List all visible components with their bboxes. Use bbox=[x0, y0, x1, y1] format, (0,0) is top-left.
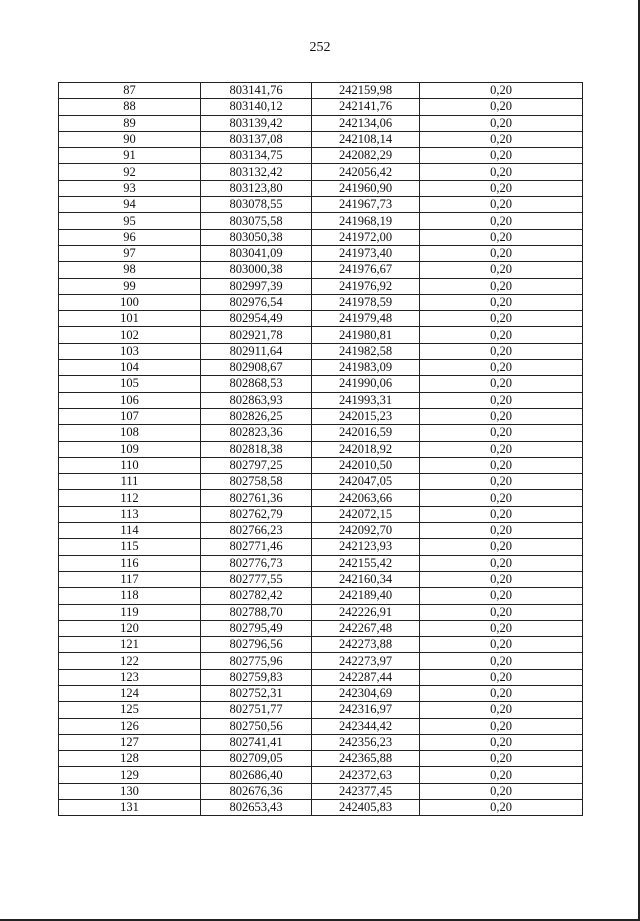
x-coordinate-cell: 802752,31 bbox=[201, 685, 312, 701]
accuracy-cell: 0,20 bbox=[420, 653, 583, 669]
point-number-cell: 117 bbox=[59, 571, 201, 587]
accuracy-cell: 0,20 bbox=[420, 392, 583, 408]
accuracy-cell: 0,20 bbox=[420, 327, 583, 343]
y-coordinate-cell: 242226,91 bbox=[312, 604, 420, 620]
y-coordinate-cell: 242356,23 bbox=[312, 734, 420, 750]
x-coordinate-cell: 802976,54 bbox=[201, 294, 312, 310]
y-coordinate-cell: 242372,63 bbox=[312, 767, 420, 783]
table-row bbox=[59, 131, 583, 147]
table-row bbox=[59, 523, 583, 539]
point-number-cell: 104 bbox=[59, 360, 201, 376]
accuracy-cell: 0,20 bbox=[420, 213, 583, 229]
point-number-cell: 90 bbox=[59, 131, 201, 147]
y-coordinate-cell: 242155,42 bbox=[312, 555, 420, 571]
x-coordinate-cell: 802782,42 bbox=[201, 588, 312, 604]
table-row bbox=[59, 311, 583, 327]
y-coordinate-cell: 241993,31 bbox=[312, 392, 420, 408]
x-coordinate-cell: 802788,70 bbox=[201, 604, 312, 620]
point-number-cell: 119 bbox=[59, 604, 201, 620]
y-coordinate-cell: 242134,06 bbox=[312, 115, 420, 131]
point-number-cell: 102 bbox=[59, 327, 201, 343]
point-number-cell: 120 bbox=[59, 620, 201, 636]
accuracy-cell: 0,20 bbox=[420, 441, 583, 457]
point-number-cell: 92 bbox=[59, 164, 201, 180]
point-number-cell: 112 bbox=[59, 490, 201, 506]
point-number-cell: 98 bbox=[59, 262, 201, 278]
y-coordinate-cell: 242273,88 bbox=[312, 637, 420, 653]
table-row bbox=[59, 588, 583, 604]
table-row bbox=[59, 343, 583, 359]
x-coordinate-cell: 802686,40 bbox=[201, 767, 312, 783]
y-coordinate-cell: 242141,76 bbox=[312, 99, 420, 115]
accuracy-cell: 0,20 bbox=[420, 588, 583, 604]
point-number-cell: 130 bbox=[59, 783, 201, 799]
y-coordinate-cell: 241982,58 bbox=[312, 343, 420, 359]
y-coordinate-cell: 242160,34 bbox=[312, 571, 420, 587]
accuracy-cell: 0,20 bbox=[420, 131, 583, 147]
point-number-cell: 127 bbox=[59, 734, 201, 750]
accuracy-cell: 0,20 bbox=[420, 490, 583, 506]
y-coordinate-cell: 241976,92 bbox=[312, 278, 420, 294]
x-coordinate-cell: 802775,96 bbox=[201, 653, 312, 669]
table-row bbox=[59, 718, 583, 734]
table-row bbox=[59, 213, 583, 229]
table-row bbox=[59, 457, 583, 473]
x-coordinate-cell: 802818,38 bbox=[201, 441, 312, 457]
y-coordinate-cell: 242092,70 bbox=[312, 523, 420, 539]
table-row bbox=[59, 620, 583, 636]
point-number-cell: 97 bbox=[59, 245, 201, 261]
table-row bbox=[59, 115, 583, 131]
table-row bbox=[59, 539, 583, 555]
accuracy-cell: 0,20 bbox=[420, 800, 583, 816]
x-coordinate-cell: 802761,36 bbox=[201, 490, 312, 506]
x-coordinate-cell: 803078,55 bbox=[201, 197, 312, 213]
table-row bbox=[59, 245, 583, 261]
y-coordinate-cell: 241983,09 bbox=[312, 360, 420, 376]
y-coordinate-cell: 242405,83 bbox=[312, 800, 420, 816]
y-coordinate-cell: 242016,59 bbox=[312, 425, 420, 441]
point-number-cell: 95 bbox=[59, 213, 201, 229]
y-coordinate-cell: 242273,97 bbox=[312, 653, 420, 669]
accuracy-cell: 0,20 bbox=[420, 506, 583, 522]
table-row bbox=[59, 702, 583, 718]
accuracy-cell: 0,20 bbox=[420, 539, 583, 555]
x-coordinate-cell: 803140,12 bbox=[201, 99, 312, 115]
x-coordinate-cell: 803137,08 bbox=[201, 131, 312, 147]
x-coordinate-cell: 802776,73 bbox=[201, 555, 312, 571]
y-coordinate-cell: 241960,90 bbox=[312, 180, 420, 196]
table-row bbox=[59, 685, 583, 701]
point-number-cell: 93 bbox=[59, 180, 201, 196]
accuracy-cell: 0,20 bbox=[420, 669, 583, 685]
y-coordinate-cell: 241967,73 bbox=[312, 197, 420, 213]
x-coordinate-cell: 802741,41 bbox=[201, 734, 312, 750]
y-coordinate-cell: 242287,44 bbox=[312, 669, 420, 685]
x-coordinate-cell: 803050,38 bbox=[201, 229, 312, 245]
x-coordinate-cell: 803141,76 bbox=[201, 83, 312, 99]
accuracy-cell: 0,20 bbox=[420, 278, 583, 294]
table-row bbox=[59, 555, 583, 571]
point-number-cell: 124 bbox=[59, 685, 201, 701]
x-coordinate-cell: 803123,80 bbox=[201, 180, 312, 196]
accuracy-cell: 0,20 bbox=[420, 685, 583, 701]
y-coordinate-cell: 242189,40 bbox=[312, 588, 420, 604]
point-number-cell: 89 bbox=[59, 115, 201, 131]
table-row bbox=[59, 474, 583, 490]
table-row bbox=[59, 180, 583, 196]
table-row bbox=[59, 490, 583, 506]
accuracy-cell: 0,20 bbox=[420, 604, 583, 620]
x-coordinate-cell: 803134,75 bbox=[201, 148, 312, 164]
accuracy-cell: 0,20 bbox=[420, 457, 583, 473]
table-row bbox=[59, 294, 583, 310]
x-coordinate-cell: 802759,83 bbox=[201, 669, 312, 685]
y-coordinate-cell: 242123,93 bbox=[312, 539, 420, 555]
y-coordinate-cell: 241978,59 bbox=[312, 294, 420, 310]
point-number-cell: 118 bbox=[59, 588, 201, 604]
y-coordinate-cell: 241979,48 bbox=[312, 311, 420, 327]
table-row bbox=[59, 164, 583, 180]
accuracy-cell: 0,20 bbox=[420, 555, 583, 571]
y-coordinate-cell: 242018,92 bbox=[312, 441, 420, 457]
table-row bbox=[59, 425, 583, 441]
x-coordinate-cell: 802997,39 bbox=[201, 278, 312, 294]
accuracy-cell: 0,20 bbox=[420, 148, 583, 164]
table-row bbox=[59, 229, 583, 245]
point-number-cell: 128 bbox=[59, 751, 201, 767]
x-coordinate-cell: 803041,09 bbox=[201, 245, 312, 261]
point-number-cell: 121 bbox=[59, 637, 201, 653]
x-coordinate-cell: 802709,05 bbox=[201, 751, 312, 767]
x-coordinate-cell: 802863,93 bbox=[201, 392, 312, 408]
x-coordinate-cell: 802954,49 bbox=[201, 311, 312, 327]
accuracy-cell: 0,20 bbox=[420, 197, 583, 213]
x-coordinate-cell: 802751,77 bbox=[201, 702, 312, 718]
table-row bbox=[59, 197, 583, 213]
point-number-cell: 123 bbox=[59, 669, 201, 685]
page-number: 252 bbox=[309, 40, 331, 55]
x-coordinate-cell: 802750,56 bbox=[201, 718, 312, 734]
table-row bbox=[59, 637, 583, 653]
point-number-cell: 100 bbox=[59, 294, 201, 310]
accuracy-cell: 0,20 bbox=[420, 376, 583, 392]
accuracy-cell: 0,20 bbox=[420, 408, 583, 424]
y-coordinate-cell: 241990,06 bbox=[312, 376, 420, 392]
table-row bbox=[59, 148, 583, 164]
point-number-cell: 88 bbox=[59, 99, 201, 115]
accuracy-cell: 0,20 bbox=[420, 523, 583, 539]
x-coordinate-cell: 803139,42 bbox=[201, 115, 312, 131]
x-coordinate-cell: 802796,56 bbox=[201, 637, 312, 653]
point-number-cell: 122 bbox=[59, 653, 201, 669]
accuracy-cell: 0,20 bbox=[420, 99, 583, 115]
point-number-cell: 111 bbox=[59, 474, 201, 490]
y-coordinate-cell: 242072,15 bbox=[312, 506, 420, 522]
table-row bbox=[59, 604, 583, 620]
point-number-cell: 94 bbox=[59, 197, 201, 213]
point-number-cell: 103 bbox=[59, 343, 201, 359]
y-coordinate-cell: 242304,69 bbox=[312, 685, 420, 701]
table-row bbox=[59, 99, 583, 115]
y-coordinate-cell: 242015,23 bbox=[312, 408, 420, 424]
point-number-cell: 87 bbox=[59, 83, 201, 99]
accuracy-cell: 0,20 bbox=[420, 294, 583, 310]
x-coordinate-cell: 802795,49 bbox=[201, 620, 312, 636]
x-coordinate-cell: 803075,58 bbox=[201, 213, 312, 229]
x-coordinate-cell: 802868,53 bbox=[201, 376, 312, 392]
table-row bbox=[59, 327, 583, 343]
table-row bbox=[59, 83, 583, 99]
accuracy-cell: 0,20 bbox=[420, 702, 583, 718]
y-coordinate-cell: 242082,29 bbox=[312, 148, 420, 164]
point-number-cell: 116 bbox=[59, 555, 201, 571]
x-coordinate-cell: 802826,25 bbox=[201, 408, 312, 424]
accuracy-cell: 0,20 bbox=[420, 343, 583, 359]
x-coordinate-cell: 802676,36 bbox=[201, 783, 312, 799]
x-coordinate-cell: 802797,25 bbox=[201, 457, 312, 473]
y-coordinate-cell: 242159,98 bbox=[312, 83, 420, 99]
y-coordinate-cell: 241968,19 bbox=[312, 213, 420, 229]
table-row bbox=[59, 571, 583, 587]
point-number-cell: 96 bbox=[59, 229, 201, 245]
y-coordinate-cell: 242377,45 bbox=[312, 783, 420, 799]
accuracy-cell: 0,20 bbox=[420, 180, 583, 196]
accuracy-cell: 0,20 bbox=[420, 637, 583, 653]
point-number-cell: 91 bbox=[59, 148, 201, 164]
accuracy-cell: 0,20 bbox=[420, 262, 583, 278]
accuracy-cell: 0,20 bbox=[420, 620, 583, 636]
point-number-cell: 129 bbox=[59, 767, 201, 783]
y-coordinate-cell: 242108,14 bbox=[312, 131, 420, 147]
point-number-cell: 108 bbox=[59, 425, 201, 441]
table-row bbox=[59, 751, 583, 767]
y-coordinate-cell: 241972,00 bbox=[312, 229, 420, 245]
x-coordinate-cell: 802823,36 bbox=[201, 425, 312, 441]
x-coordinate-cell: 802766,23 bbox=[201, 523, 312, 539]
y-coordinate-cell: 241976,67 bbox=[312, 262, 420, 278]
point-number-cell: 113 bbox=[59, 506, 201, 522]
accuracy-cell: 0,20 bbox=[420, 83, 583, 99]
table-row bbox=[59, 669, 583, 685]
accuracy-cell: 0,20 bbox=[420, 783, 583, 799]
point-number-cell: 131 bbox=[59, 800, 201, 816]
table-row bbox=[59, 262, 583, 278]
table-row bbox=[59, 783, 583, 799]
coordinates-table bbox=[58, 82, 583, 816]
y-coordinate-cell: 241973,40 bbox=[312, 245, 420, 261]
accuracy-cell: 0,20 bbox=[420, 751, 583, 767]
accuracy-cell: 0,20 bbox=[420, 718, 583, 734]
point-number-cell: 110 bbox=[59, 457, 201, 473]
x-coordinate-cell: 802758,58 bbox=[201, 474, 312, 490]
accuracy-cell: 0,20 bbox=[420, 229, 583, 245]
x-coordinate-cell: 803000,38 bbox=[201, 262, 312, 278]
accuracy-cell: 0,20 bbox=[420, 571, 583, 587]
x-coordinate-cell: 802908,67 bbox=[201, 360, 312, 376]
accuracy-cell: 0,20 bbox=[420, 115, 583, 131]
table-row bbox=[59, 278, 583, 294]
accuracy-cell: 0,20 bbox=[420, 360, 583, 376]
accuracy-cell: 0,20 bbox=[420, 734, 583, 750]
table-row bbox=[59, 800, 583, 816]
point-number-cell: 126 bbox=[59, 718, 201, 734]
x-coordinate-cell: 802911,64 bbox=[201, 343, 312, 359]
table-row bbox=[59, 506, 583, 522]
y-coordinate-cell: 242365,88 bbox=[312, 751, 420, 767]
accuracy-cell: 0,20 bbox=[420, 311, 583, 327]
y-coordinate-cell: 242316,97 bbox=[312, 702, 420, 718]
table-row bbox=[59, 767, 583, 783]
accuracy-cell: 0,20 bbox=[420, 474, 583, 490]
point-number-cell: 101 bbox=[59, 311, 201, 327]
x-coordinate-cell: 802777,55 bbox=[201, 571, 312, 587]
table-row bbox=[59, 360, 583, 376]
accuracy-cell: 0,20 bbox=[420, 767, 583, 783]
table-row bbox=[59, 441, 583, 457]
table-row bbox=[59, 408, 583, 424]
table-row bbox=[59, 653, 583, 669]
y-coordinate-cell: 242056,42 bbox=[312, 164, 420, 180]
y-coordinate-cell: 241980,81 bbox=[312, 327, 420, 343]
point-number-cell: 115 bbox=[59, 539, 201, 555]
x-coordinate-cell: 802921,78 bbox=[201, 327, 312, 343]
accuracy-cell: 0,20 bbox=[420, 164, 583, 180]
accuracy-cell: 0,20 bbox=[420, 245, 583, 261]
x-coordinate-cell: 802762,79 bbox=[201, 506, 312, 522]
table-row bbox=[59, 734, 583, 750]
x-coordinate-cell: 803132,42 bbox=[201, 164, 312, 180]
y-coordinate-cell: 242063,66 bbox=[312, 490, 420, 506]
table-row bbox=[59, 392, 583, 408]
point-number-cell: 107 bbox=[59, 408, 201, 424]
y-coordinate-cell: 242267,48 bbox=[312, 620, 420, 636]
point-number-cell: 125 bbox=[59, 702, 201, 718]
x-coordinate-cell: 802653,43 bbox=[201, 800, 312, 816]
point-number-cell: 106 bbox=[59, 392, 201, 408]
point-number-cell: 114 bbox=[59, 523, 201, 539]
point-number-cell: 99 bbox=[59, 278, 201, 294]
table-row bbox=[59, 376, 583, 392]
point-number-cell: 109 bbox=[59, 441, 201, 457]
y-coordinate-cell: 242047,05 bbox=[312, 474, 420, 490]
y-coordinate-cell: 242010,50 bbox=[312, 457, 420, 473]
accuracy-cell: 0,20 bbox=[420, 425, 583, 441]
x-coordinate-cell: 802771,46 bbox=[201, 539, 312, 555]
y-coordinate-cell: 242344,42 bbox=[312, 718, 420, 734]
point-number-cell: 105 bbox=[59, 376, 201, 392]
coordinates-table-body bbox=[59, 83, 583, 816]
